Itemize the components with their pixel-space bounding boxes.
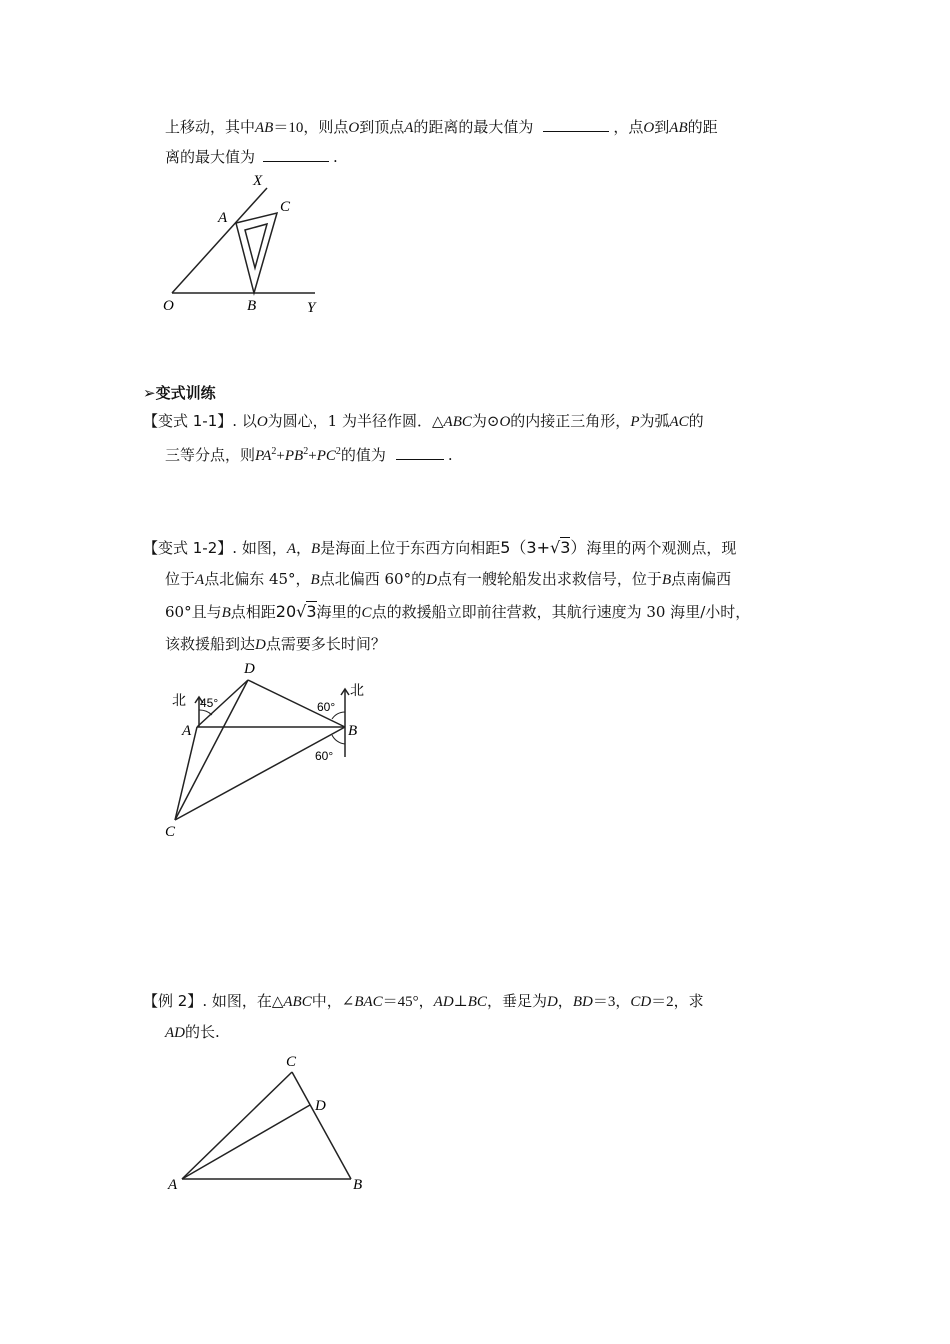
segment-ad: AD [165, 1025, 185, 1041]
example-2-line2 [165, 1017, 220, 1048]
point-b: B [661, 572, 672, 588]
section-title: 变式训练 [155, 384, 216, 402]
segment-cd: CD [630, 994, 652, 1010]
text: 的内接正三角形， [510, 412, 631, 430]
label-c: C [286, 1054, 297, 1070]
point-p: P [630, 414, 640, 430]
label-y: Y [307, 300, 316, 316]
point-d: D [426, 572, 437, 588]
label-b: B [353, 1177, 363, 1193]
label-a: A [182, 723, 192, 739]
point-d: D [546, 994, 558, 1010]
text: 点的救援船立即前往营救，其航行速度为 30 海里/小时， [371, 603, 751, 621]
text: ＝3， [592, 994, 631, 1010]
perp-symbol: ⊥ [453, 992, 468, 1010]
figure-rescue [160, 655, 390, 845]
text: 点有一艘轮船发出求救信号，位于 [436, 570, 662, 588]
figure-example-2 [160, 1050, 380, 1200]
label-angle-60-top: 60° [317, 700, 336, 714]
segment-ab: AB [669, 120, 688, 136]
text: 的长. [185, 1023, 220, 1041]
text: 到 [654, 118, 670, 136]
point-a: A [404, 120, 414, 136]
text: 三等分点，则 [165, 446, 256, 464]
text: 为弧 [639, 412, 670, 430]
arc-ac: AC [669, 414, 689, 430]
text: . 如图，在△ [202, 992, 284, 1010]
exponent: 2 [271, 446, 277, 457]
section-heading [143, 378, 216, 408]
ruler-outer [236, 213, 277, 293]
text: . 如图， [232, 539, 287, 557]
sqrt-symbol: √ [296, 602, 307, 621]
variant-1-2-line1 [143, 533, 736, 564]
figure-triangle-ruler [155, 170, 355, 320]
triangle-abc: ABC [283, 994, 312, 1010]
angle-arc-b-bot [332, 735, 345, 744]
text: 海里的 [316, 603, 362, 621]
problem-top-line2 [165, 142, 338, 172]
segment-pa: PA [255, 448, 272, 464]
sqrt-symbol: √ [549, 538, 561, 557]
text: 离的最大值为 [165, 148, 256, 166]
radicand: 3 [306, 602, 317, 621]
label-a: A [168, 1177, 178, 1193]
triangle-abc: ABC [443, 414, 472, 430]
point-o: O [643, 120, 655, 136]
text: . 以 [232, 412, 257, 430]
label-a: A [218, 210, 228, 226]
text: 到顶点 [359, 118, 405, 136]
label-c: C [280, 199, 291, 215]
label-north-a: 北 [172, 693, 186, 709]
text: 是海面上位于东西方向相距 [320, 539, 501, 557]
text: 点相距 [230, 603, 276, 621]
label-x: X [253, 173, 263, 189]
text: ＝45°， [382, 994, 434, 1010]
segment-bc: BC [467, 994, 487, 1010]
point-b: B [221, 605, 231, 621]
text: 的距 [687, 118, 718, 136]
label-d: D [315, 1098, 326, 1114]
answer-blank-1[interactable] [543, 113, 609, 132]
text: 为圆心，1 为半径作圆．△ [267, 412, 444, 430]
text: 位于 [165, 570, 196, 588]
point-o: O [499, 414, 511, 430]
expr-part: ） [570, 538, 587, 557]
text: 的值为 [340, 446, 386, 464]
point-b: B [310, 572, 320, 588]
answer-blank-2[interactable] [263, 143, 329, 162]
text: 点北偏东 45°， [204, 570, 311, 588]
label-c: C [165, 824, 176, 840]
text: 中，∠ [311, 992, 355, 1010]
distance-expression [276, 601, 317, 621]
label-angle-60-bot: 60° [315, 749, 334, 763]
variant-1-2-line2 [165, 564, 731, 595]
segment-ac [175, 727, 197, 820]
text: ＝2，求 [651, 994, 704, 1010]
radicand: 3 [560, 538, 571, 557]
arrow-icon: ➢ [143, 384, 156, 402]
text: ， [296, 539, 312, 557]
segment-bc [175, 727, 345, 820]
variant-1-2-line3 [165, 597, 750, 628]
problem-top-line1 [165, 112, 718, 143]
expr-part: 5（3+ [500, 538, 550, 557]
point-a: A [195, 572, 205, 588]
point-b: B [311, 541, 321, 557]
distance-expression [500, 537, 586, 557]
text: 该救援船到达 [165, 635, 256, 653]
point-d: D [255, 637, 266, 653]
expr-part: 20 [275, 602, 297, 621]
text: . [447, 446, 453, 464]
example-2-line1 [143, 986, 704, 1017]
segment-pb: PB [284, 448, 304, 464]
label-o: O [163, 298, 174, 314]
text: 的 [688, 412, 704, 430]
answer-blank-3[interactable] [396, 441, 444, 460]
variant-1-1-line1 [143, 406, 704, 437]
text: . [333, 148, 338, 166]
ray-ox [172, 188, 267, 293]
plus: + [308, 448, 317, 464]
segment-ad: AD [433, 994, 454, 1010]
text: ，点 [613, 118, 644, 136]
text: 60°且与 [165, 603, 222, 621]
text: 海里的两个观测点，现 [586, 539, 737, 557]
text: 为⊙ [471, 412, 500, 430]
text: 的距离的最大值为 [413, 118, 534, 136]
angle-bac: BAC [354, 994, 383, 1010]
segment-bc [292, 1072, 351, 1179]
label-b: B [247, 298, 257, 314]
variant-1-1-line2 [165, 437, 453, 471]
text: ＝10，则点 [273, 120, 349, 136]
point-o: O [348, 120, 360, 136]
segment-ab: AB [255, 120, 274, 136]
text: 上移动，其中 [165, 118, 256, 136]
label-b: B [348, 723, 358, 739]
exponent: 2 [303, 446, 309, 457]
text: 点北偏西 60°的 [319, 570, 427, 588]
text: 点需要多长时间？ [265, 635, 386, 653]
label-north-b: 北 [350, 683, 364, 699]
segment-pc: PC [316, 448, 336, 464]
text: 点南偏西 [671, 570, 732, 588]
segment-bd: BD [572, 994, 593, 1010]
label-d: D [244, 661, 255, 677]
point-a: A [286, 541, 296, 557]
variant-1-2-tag: 【变式 1-2】 [143, 539, 233, 557]
variant-1-1-tag: 【变式 1-1】 [143, 412, 233, 430]
label-angle-45: 45° [200, 696, 219, 710]
exponent: 2 [335, 446, 341, 457]
point-c: C [361, 605, 372, 621]
example-2-tag: 【例 2】 [143, 992, 203, 1010]
text: ， [557, 992, 573, 1010]
point-o: O [256, 414, 268, 430]
plus: + [276, 448, 285, 464]
text: ，垂足为 [486, 992, 547, 1010]
